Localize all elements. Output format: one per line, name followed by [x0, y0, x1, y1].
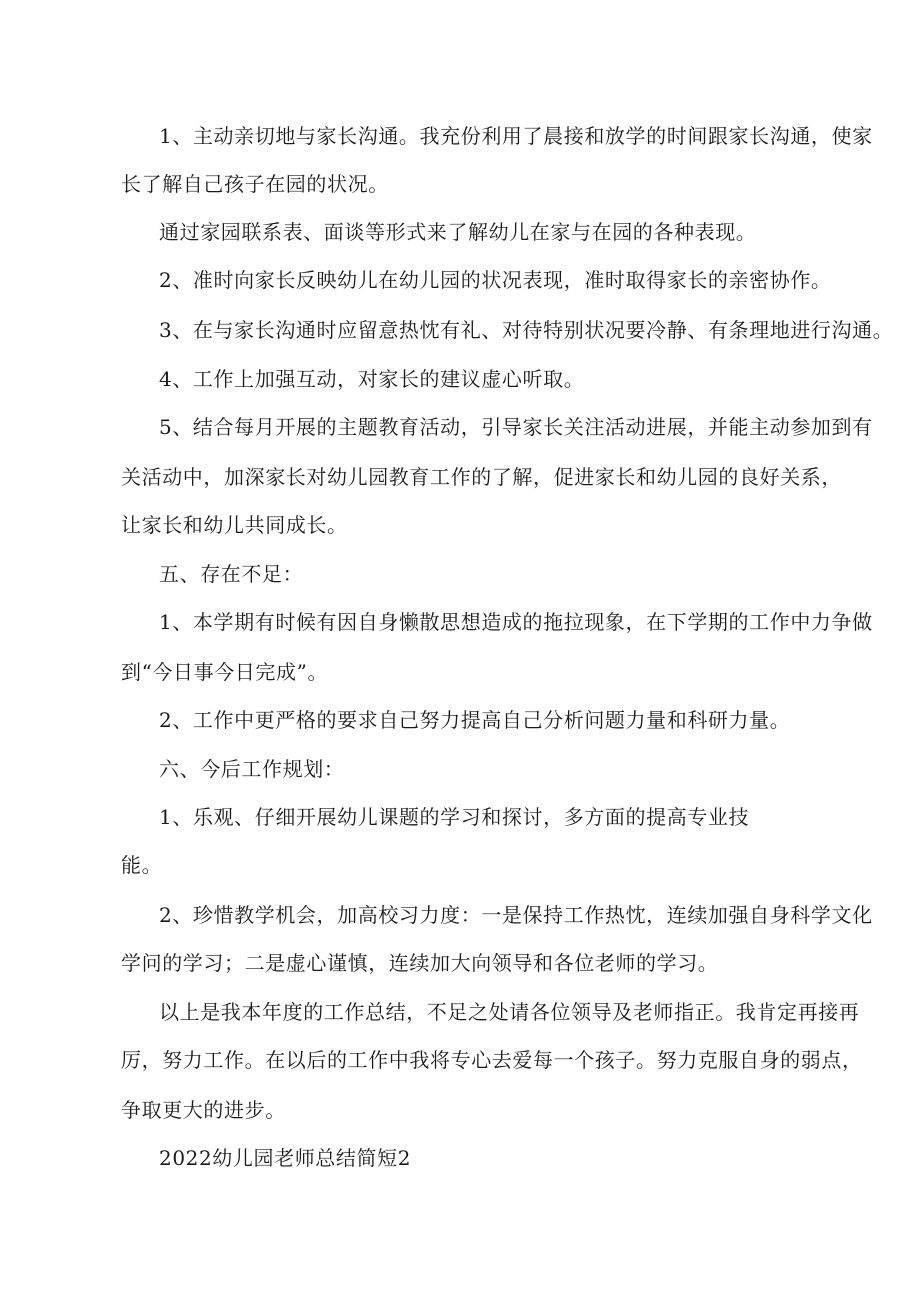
paragraph-line: 通过家园联系表、面谈等形式来了解幼儿在家与在园的各种表现。 [159, 220, 757, 244]
paragraph-line: 1、主动亲切地与家长沟通。我充份利用了晨接和放学的时间跟家长沟通，使家 [159, 124, 873, 148]
paragraph-line: 以上是我本年度的工作总结，不足之处请各位领导及老师指正。我肯定再接再 [159, 1000, 860, 1024]
paragraph-line: 3、在与家长沟通时应留意热忱有礼、对待特别状况要冷静、有条理地进行沟通。 [159, 318, 894, 342]
next-section-title: 2022幼儿园老师总结简短2 [159, 1146, 412, 1170]
paragraph-line: 2、准时向家长反映幼儿在幼儿园的状况表现，准时取得家长的亲密协作。 [159, 268, 832, 292]
paragraph-line: 5、结合每月开展的主题教育活动，引导家长关注活动进展，并能主动参加到有 [159, 415, 873, 439]
section-heading: 五、存在不足： [159, 562, 304, 586]
paragraph-line: 2、工作中更严格的要求自己努力提高自己分析问题力量和科研力量。 [159, 708, 791, 732]
paragraph-line: 4、工作上加强互动，对家长的建议虚心听取。 [159, 367, 585, 391]
paragraph-line: 2、珍惜教学机会，加高校习力度：一是保持工作热忱，连续加强自身科学文化 [159, 903, 873, 927]
section-heading: 六、今后工作规划： [159, 757, 345, 781]
paragraph-line: 学问的学习；二是虚心谨慎，连续加大向领导和各位老师的学习。 [121, 951, 719, 975]
paragraph-line: 厉，努力工作。在以后的工作中我将专心去爱每一个孩子。努力克服自身的弱点， [121, 1048, 863, 1072]
paragraph-line: 1、本学期有时候有因自身懒散思想造成的拖拉现象，在下学期的工作中力争做 [159, 610, 873, 634]
paragraph-line: 到“今日事今日完成”。 [121, 660, 329, 684]
paragraph-line: 争取更大的进步。 [121, 1098, 286, 1122]
paragraph-line: 能。 [121, 853, 163, 877]
paragraph-line: 长了解自己孩子在园的状况。 [121, 172, 389, 196]
paragraph-line: 让家长和幼儿共同成长。 [121, 513, 348, 537]
paragraph-line: 关活动中，加深家长对幼儿园教育工作的了解，促进家长和幼儿园的良好关系， [121, 465, 842, 489]
paragraph-line: 1、乐观、仔细开展幼儿课题的学习和探讨，多方面的提高专业技 [159, 805, 750, 829]
